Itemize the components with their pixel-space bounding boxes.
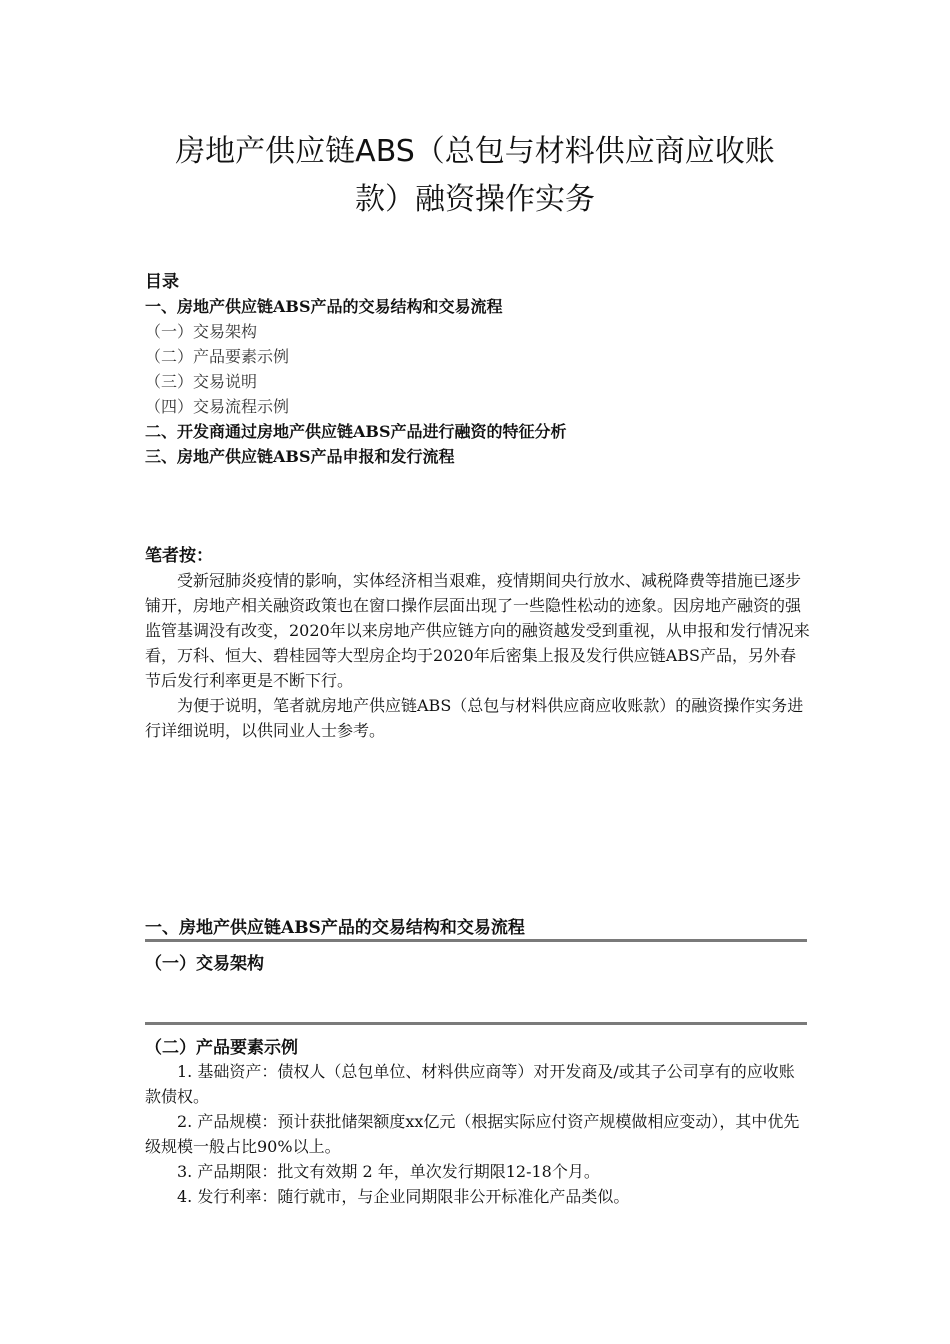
toc-item-1-1[interactable]: （一）交易架构: [145, 322, 258, 341]
list-item: 1. 基础资产：债权人（总包单位、材料供应商等）对开发商及/或其子公司享有的应收账款债权。: [145, 1062, 795, 1106]
foreword-paragraph-1: 受新冠肺炎疫情的影响，实体经济相当艰难，疫情期间央行放水、减税降费等措施已逐步铺开，房地产相关融资政策也在窗口操作层面出现了一些隐性松动的迹象。因房地产融资的强监管基调没有改变，2020年以来房地产供应链方向的融资越发受到重视，从申报和发行情况来看，万科、恒大、碧桂园等大型房企均于2020年后密集上报及发行供应链ABS产品，另外春节后发行利率更是不断下行。: [145, 571, 810, 690]
foreword-paragraph-2: 为便于说明，笔者就房地产供应链ABS（总包与材料供应商应收账款）的融资操作实务进行详细说明，以供同业人士参考。: [145, 696, 804, 740]
section-divider: [145, 1022, 807, 1025]
product-elements-list: [145, 1059, 810, 1209]
foreword-heading: 笔者按：: [145, 546, 213, 566]
toc-item-1-3[interactable]: （三）交易说明: [145, 372, 258, 391]
toc-heading: 目录: [145, 272, 179, 292]
section-1-2-heading: （二）产品要素示例: [145, 1038, 298, 1058]
section-1-1-heading: （一）交易架构: [145, 954, 264, 974]
document-title: [120, 128, 830, 224]
title-line-2: 款）融资操作实务: [355, 182, 595, 217]
list-item: 2. 产品规模：预计获批储架额度xx亿元（根据实际应付资产规模做相应变动），其中优先级规模一般占比90%以上。: [145, 1112, 800, 1156]
list-item: 4. 发行利率：随行就市，与企业同期限非公开标准化产品类似。: [177, 1187, 630, 1206]
toc-item-section-1[interactable]: 一、房地产供应链ABS产品的交易结构和交易流程: [145, 297, 503, 316]
foreword: [145, 544, 810, 743]
toc-item-section-2[interactable]: 二、开发商通过房地产供应链ABS产品进行融资的特征分析: [145, 422, 567, 441]
toc-item-1-4[interactable]: （四）交易流程示例: [145, 397, 290, 416]
list-item: 3. 产品期限：批文有效期 2 年，单次发行期限12-18个月。: [177, 1162, 600, 1181]
section-1-heading: 一、房地产供应链ABS产品的交易结构和交易流程: [145, 918, 525, 938]
section-divider: [145, 939, 807, 942]
toc-item-section-3[interactable]: 三、房地产供应链ABS产品申报和发行流程: [145, 447, 455, 466]
table-of-contents: [145, 270, 810, 469]
title-line-1: 房地产供应链ABS（总包与材料供应商应收账: [175, 134, 775, 169]
toc-item-1-2[interactable]: （二）产品要素示例: [145, 347, 290, 366]
